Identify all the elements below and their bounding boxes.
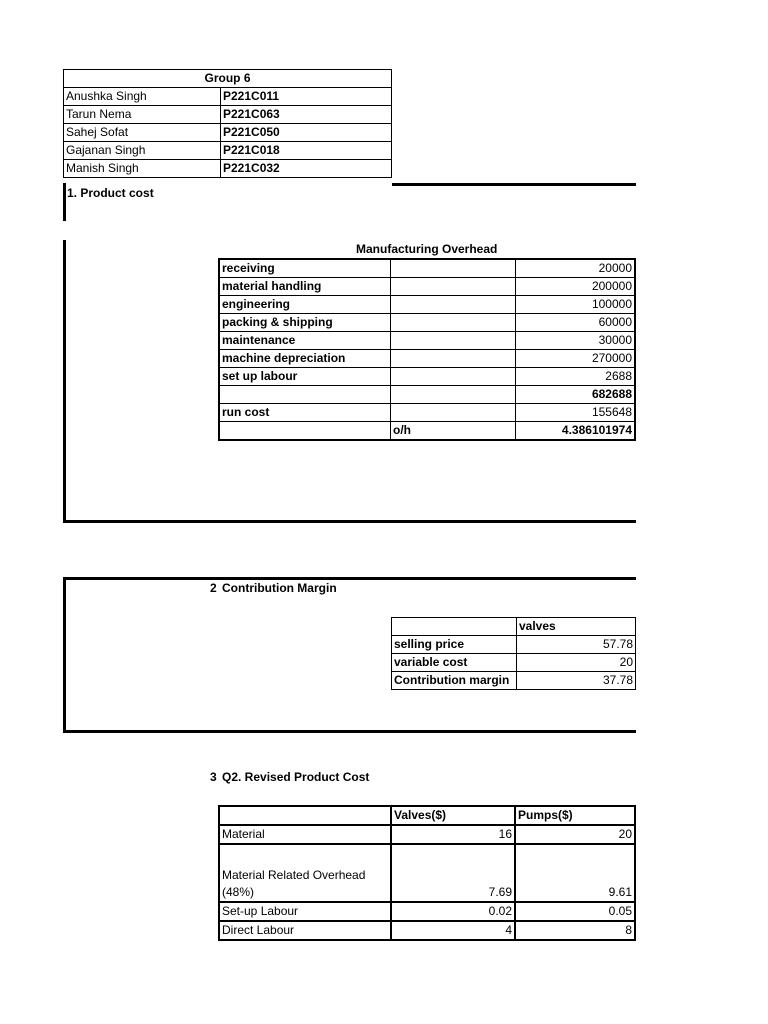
table-row (219, 259, 635, 278)
revised-header-empty (219, 806, 391, 825)
overhead-value: 20000 (516, 259, 636, 278)
contribution-value: 37.78 (517, 672, 636, 690)
overhead-value: 2688 (516, 368, 636, 386)
member-name: Manish Singh (64, 160, 221, 178)
overhead-mid (391, 314, 516, 332)
section1b-bottom-border (63, 520, 636, 523)
table-row (392, 654, 636, 672)
table-row (219, 902, 635, 921)
group-table (63, 69, 392, 178)
table-row (392, 672, 636, 690)
section1-heading: 1. Product cost (67, 186, 154, 200)
table-row (219, 386, 635, 404)
overhead-mid (391, 386, 516, 404)
member-id: P221C011 (221, 88, 392, 106)
section1-left-border (63, 183, 66, 221)
revised-label: Set-up Labour (219, 902, 391, 921)
revised-pumps-value: 8 (515, 921, 635, 940)
overhead-label: receiving (219, 259, 391, 278)
table-row (219, 825, 635, 844)
overhead-label: engineering (219, 296, 391, 314)
table-row (219, 844, 635, 902)
overhead-mid (391, 259, 516, 278)
contribution-header-empty (392, 618, 517, 636)
overhead-mid: o/h (391, 422, 516, 441)
table-row (64, 88, 392, 106)
table-row (219, 296, 635, 314)
revised-label-multiline (219, 844, 391, 902)
contribution-label: Contribution margin (392, 672, 517, 690)
revised-pumps-value: 0.05 (515, 902, 635, 921)
revised-label-line1: Material Related Overhead (222, 868, 366, 882)
overhead-label: machine depreciation (219, 350, 391, 368)
revised-valves-value: 16 (391, 825, 515, 844)
revised-valves-value: 4 (391, 921, 515, 940)
member-id: P221C018 (221, 142, 392, 160)
overhead-total-value: 682688 (516, 386, 636, 404)
overhead-label (219, 386, 391, 404)
table-row (219, 350, 635, 368)
table-row (219, 332, 635, 350)
contribution-table (391, 617, 636, 690)
member-id: P221C050 (221, 124, 392, 142)
overhead-value: 155648 (516, 404, 636, 422)
member-name: Anushka Singh (64, 88, 221, 106)
overhead-value: 200000 (516, 278, 636, 296)
revised-valves-value: 0.02 (391, 902, 515, 921)
table-row (219, 806, 635, 825)
contribution-value: 20 (517, 654, 636, 672)
overhead-value: 60000 (516, 314, 636, 332)
table-row (64, 142, 392, 160)
overhead-label: run cost (219, 404, 391, 422)
section1-top-border (392, 183, 636, 186)
table-row (219, 278, 635, 296)
table-row (392, 636, 636, 654)
overhead-mid (391, 332, 516, 350)
section2-bottom-border (63, 730, 636, 733)
section1b-left-border (63, 240, 66, 523)
table-row (219, 404, 635, 422)
overhead-mid (391, 350, 516, 368)
overhead-label: set up labour (219, 368, 391, 386)
section2-top-border (63, 577, 636, 580)
table-row (392, 618, 636, 636)
overhead-mid (391, 368, 516, 386)
revised-label: Material (219, 825, 391, 844)
member-id: P221C032 (221, 160, 392, 178)
contribution-label: variable cost (392, 654, 517, 672)
section3-number: 3 (210, 770, 217, 784)
overhead-rate-value: 4.386101974 (516, 422, 636, 441)
overhead-label: packing & shipping (219, 314, 391, 332)
overhead-label: material handling (219, 278, 391, 296)
revised-cost-table (218, 805, 636, 941)
revised-label: Direct Labour (219, 921, 391, 940)
section2-number: 2 (210, 581, 217, 595)
member-id: P221C063 (221, 106, 392, 124)
overhead-mid (391, 404, 516, 422)
overhead-table (218, 258, 636, 441)
revised-pumps-value: 20 (515, 825, 635, 844)
group-title: Group 6 (64, 70, 392, 88)
revised-pumps-value: 9.61 (515, 844, 635, 902)
overhead-mid (391, 296, 516, 314)
revised-valves-value: 7.69 (391, 844, 515, 902)
contribution-value: 57.78 (517, 636, 636, 654)
section2-left-border (63, 577, 66, 733)
table-row (219, 368, 635, 386)
table-row (64, 106, 392, 124)
table-row (219, 921, 635, 940)
member-name: Gajanan Singh (64, 142, 221, 160)
revised-label-line2: (48%) (222, 885, 255, 899)
revised-header-pumps: Pumps($) (515, 806, 635, 825)
member-name: Tarun Nema (64, 106, 221, 124)
overhead-value: 30000 (516, 332, 636, 350)
overhead-value: 270000 (516, 350, 636, 368)
overhead-table-title: Manufacturing Overhead (356, 242, 498, 256)
overhead-label (219, 422, 391, 441)
section3-heading: Q2. Revised Product Cost (222, 770, 370, 784)
contribution-column-header: valves (517, 618, 636, 636)
overhead-value: 100000 (516, 296, 636, 314)
member-name: Sahej Sofat (64, 124, 221, 142)
overhead-label: maintenance (219, 332, 391, 350)
table-row (64, 124, 392, 142)
contribution-label: selling price (392, 636, 517, 654)
table-row (219, 422, 635, 441)
overhead-mid (391, 278, 516, 296)
revised-header-valves: Valves($) (391, 806, 515, 825)
table-row (219, 314, 635, 332)
section2-heading: Contribution Margin (222, 581, 337, 595)
table-row (64, 160, 392, 178)
